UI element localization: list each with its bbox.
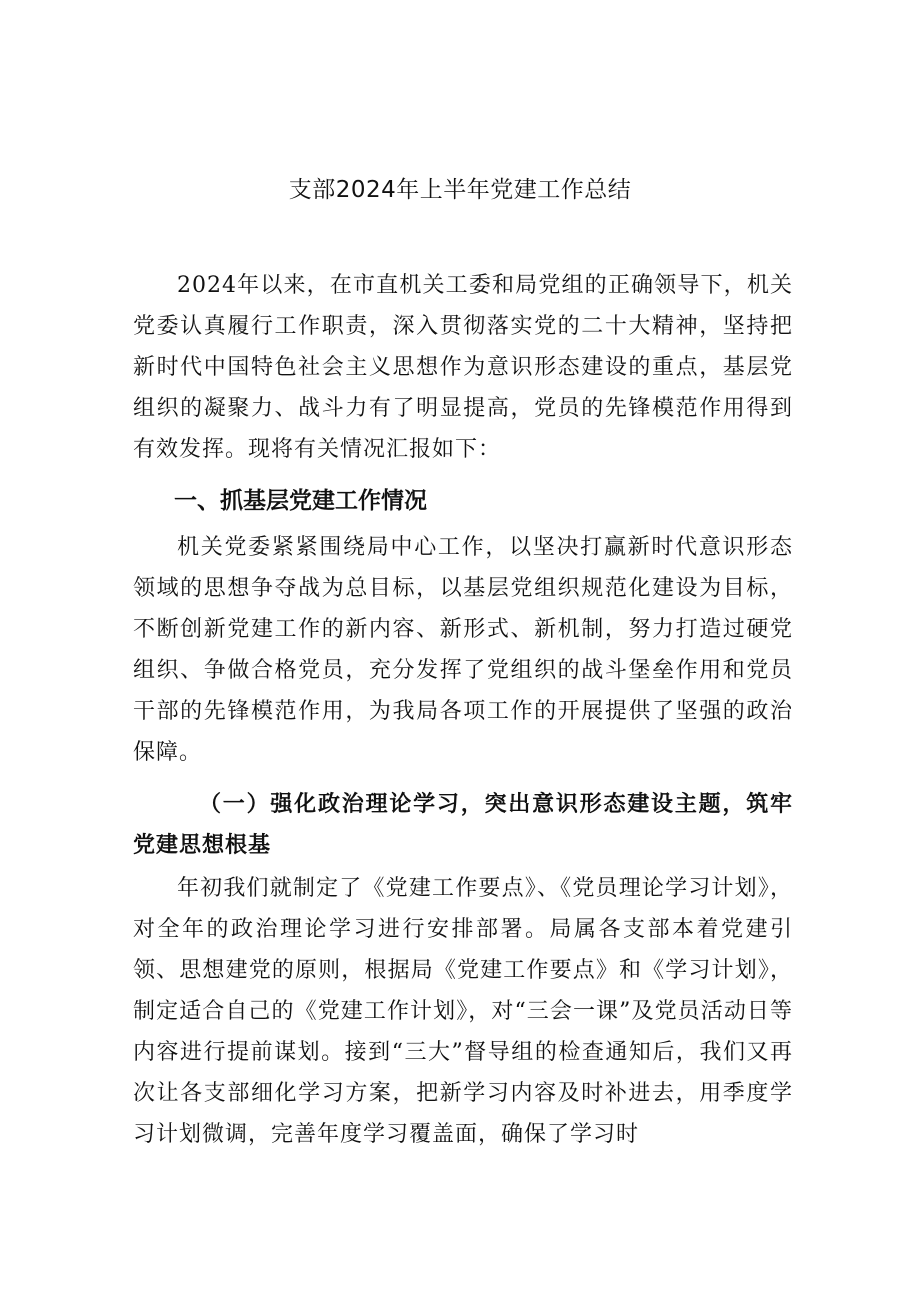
intro-paragraph: 2024年以来，在市直机关工委和局党组的正确领导下，机关党委认真履行工作职责，深入贯彻落实党的二十大精神，坚持把新时代中国特色社会主义思想作为意识形态建设的重点，基层党组织的凝聚力、战斗力有了明显提高，党员的先锋模范作用得到有效发挥。现将有关情况汇报如下： xyxy=(133,273,793,462)
section-paragraph: 机关党委紧紧围绕局中心工作，以坚决打赢新时代意识形态领域的思想争夺战为总目标，以基层党组织规范化建设为目标，不断创新党建工作的新内容、新形式、新机制，努力打造过硬党组织、争做合格党员，充分发挥了党组织的战斗堡垒作用和党员干部的先锋模范作用，为我局各项工作的开展提供了坚强的政治保障。 xyxy=(133,535,793,765)
section-heading: 一、抓基层党建工作情况 xyxy=(174,488,427,514)
document-title: 支部2024年上半年党建工作总结 xyxy=(288,177,632,203)
subsection-heading: （一）强化政治理论学习，突出意识形态建设主题，筑牢党建思想根基 xyxy=(133,791,793,858)
subsection-paragraph: 年初我们就制定了《党建工作要点》、《党员理论学习计划》，对全年的政治理论学习进行安排部署。局属各支部本着党建引领、思想建党的原则，根据局《党建工作要点》和《学习计划》，制定适合自己的《党建工作计划》，对“三会一课”及党员活动日等内容进行提前谋划。接到“三大”督导组的检查通知后，我们又再次让各支部细化学习方案，把新学习内容及时补进去，用季度学习计划微调，完善年度学习覆盖面，确保了学习时 xyxy=(133,876,793,1147)
